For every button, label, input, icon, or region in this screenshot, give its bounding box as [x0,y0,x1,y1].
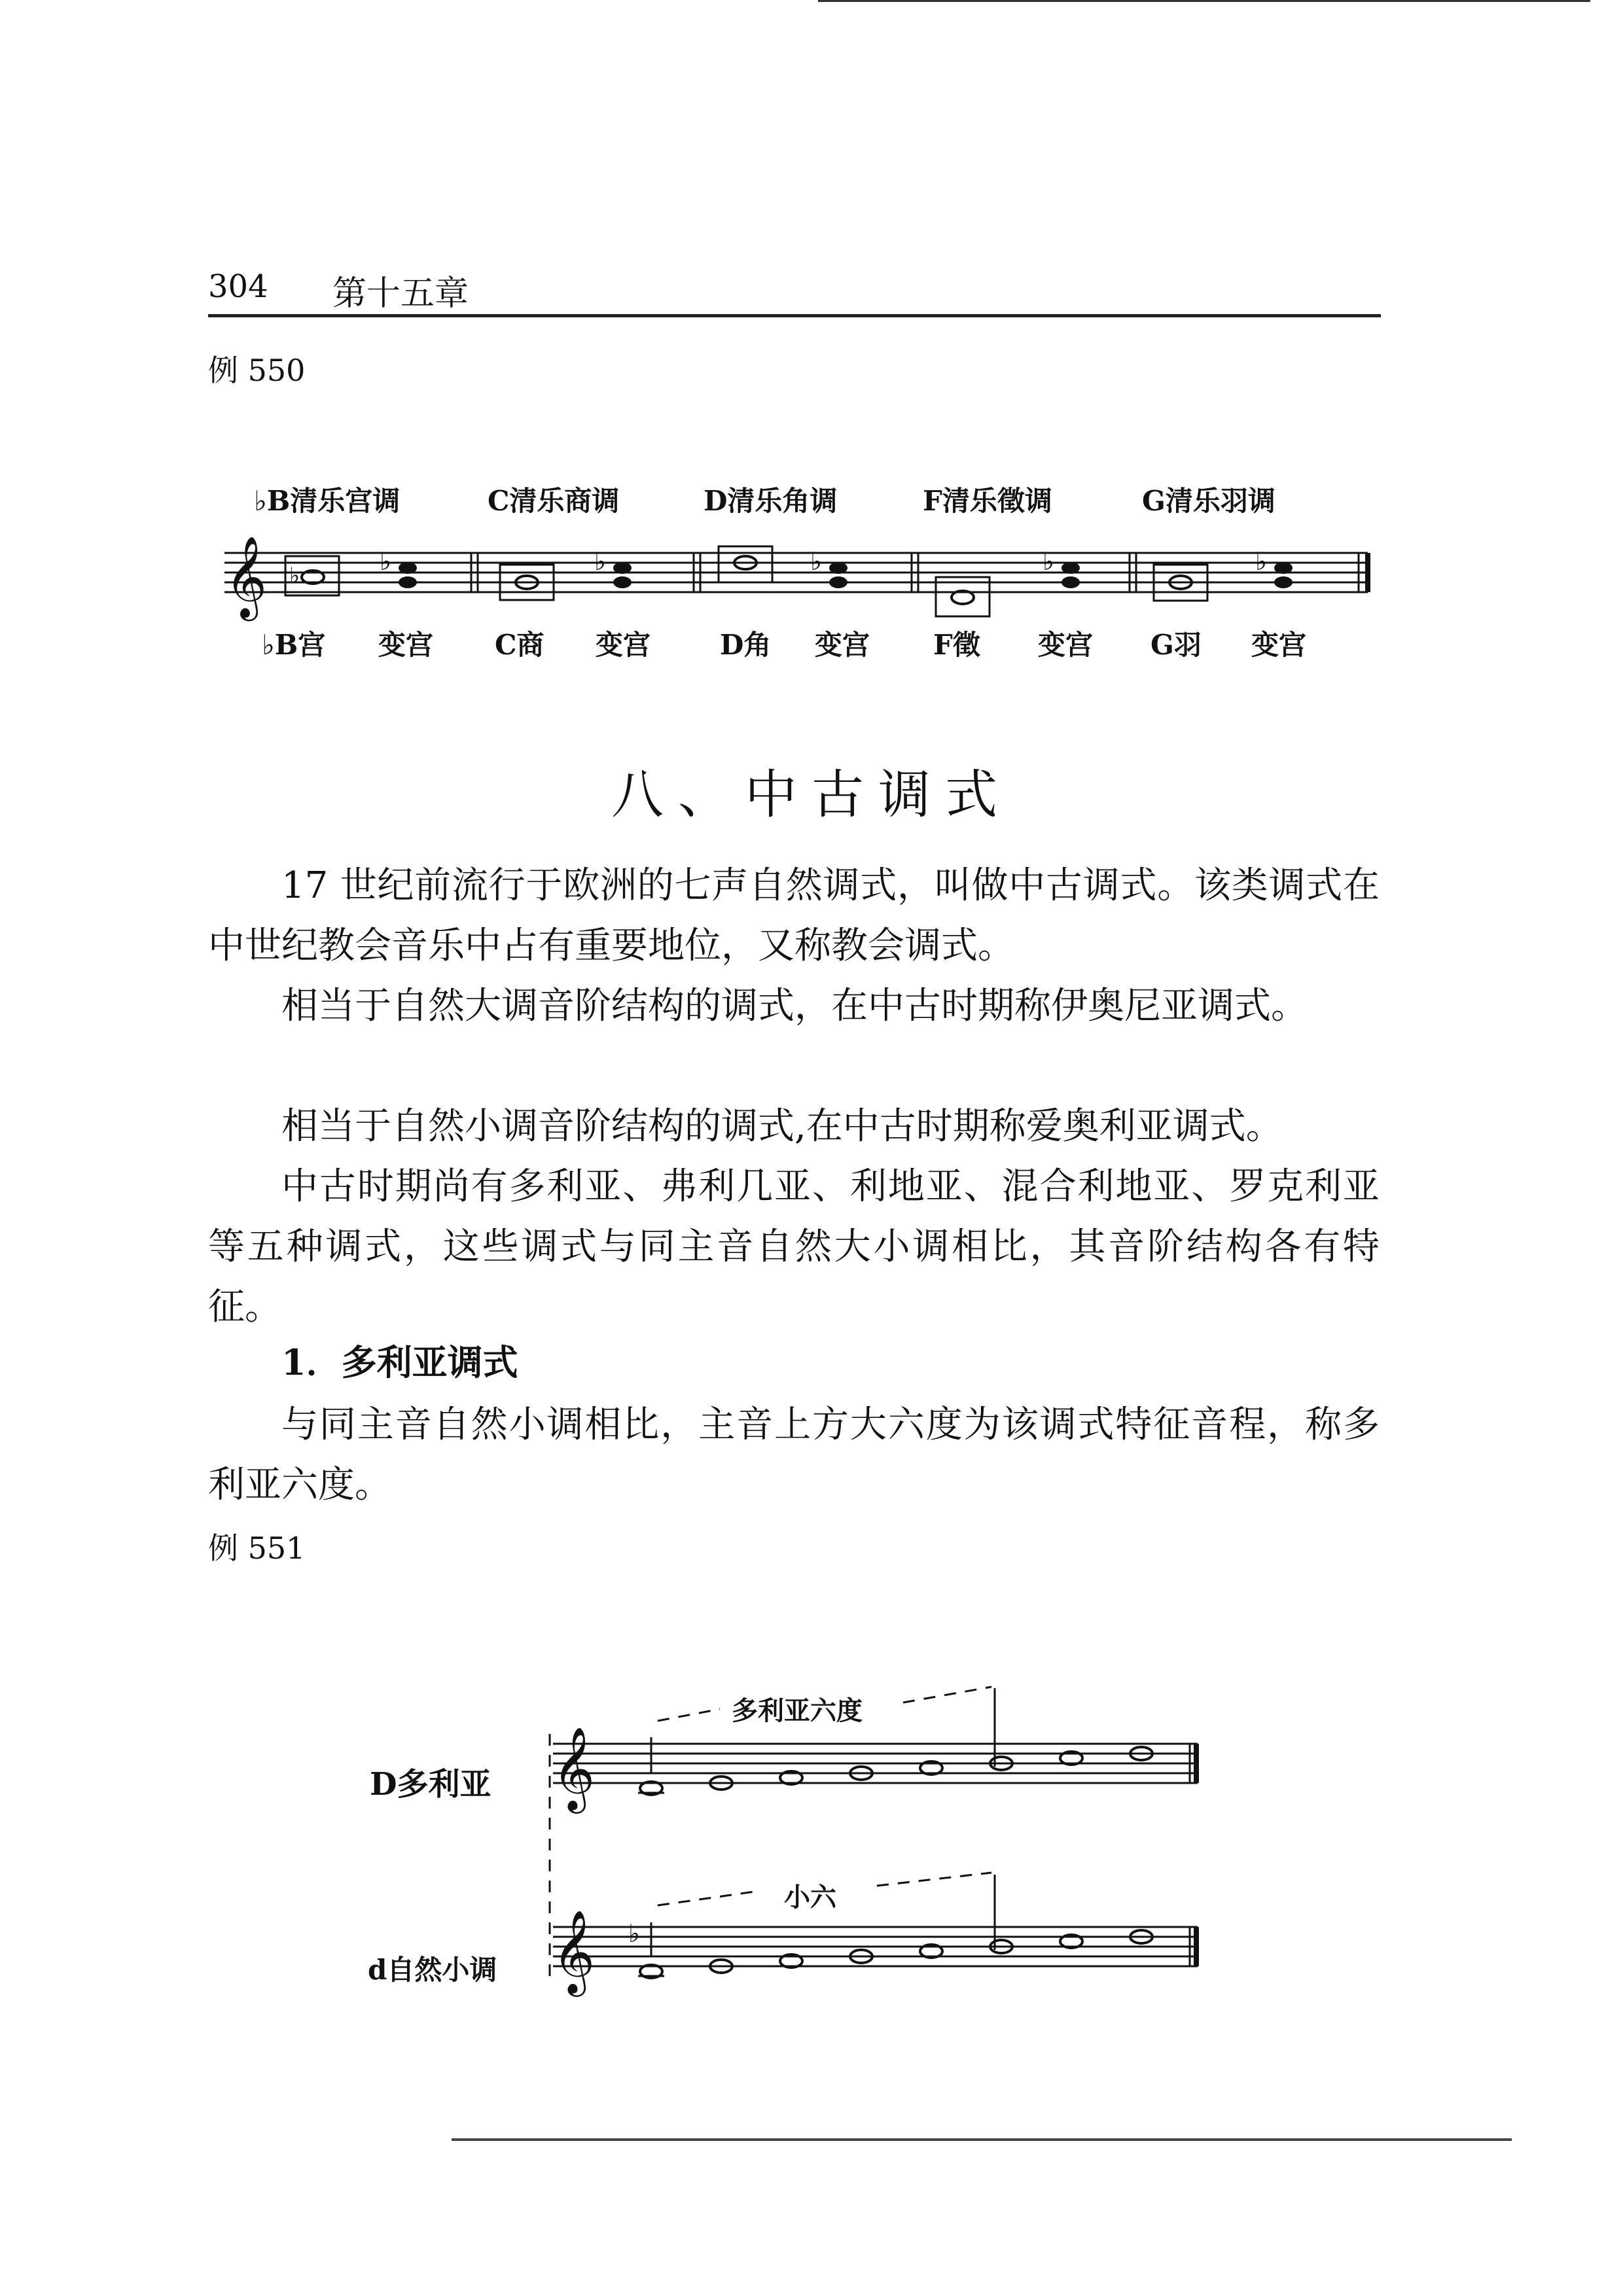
ex550-bottom-label: D角 [720,629,772,661]
top-edge-rule [818,0,1590,2]
paragraph-1: 17 世纪前流行于欧洲的七声自然调式，叫做中古调式。该类调式在中世纪教会音乐中占有重要地位，又称教会调式。 [208,864,1380,967]
svg-text:♭: ♭ [380,547,391,576]
subsection-title: 1．多利亚调式 [281,1341,518,1383]
ex550-top-label: F清乐徵调 [923,485,1052,517]
ex551-staff-name: D多利亚 [370,1766,491,1803]
page-header [208,262,1381,317]
ex551-interval-label: 多利亚六度 [732,1695,863,1726]
treble-clef-icon: 𝄞 [552,1909,596,1993]
ex550-staff [208,523,1380,622]
example-550-label: 例 550 [208,353,306,388]
svg-text:♭: ♭ [594,547,606,576]
paragraph-4: 中古时期尚有多利亚、弗利几亚、利地亚、混合利地亚、罗克利亚等五种调式，这些调式与同主音自然大小调相比，其音阶结构各有特征。 [208,1165,1380,1328]
paragraph-2: 相当于自然大调音阶结构的调式，在中古时期称伊奥尼亚调式。 [281,985,1308,1027]
ex550-top-label: D清乐角调 [704,485,838,517]
svg-text:♭: ♭ [628,1919,640,1948]
ex550-bottom-label: 变宫 [1038,629,1094,661]
svg-text:♭: ♭ [1255,547,1267,576]
page-number: 304 [208,268,268,305]
ex550-top-label: ♭B清乐宫调 [254,485,401,517]
ex550-bottom-label: G羽 [1150,629,1202,661]
treble-clef-icon: 𝄞 [225,536,267,618]
svg-text:♭: ♭ [810,547,822,576]
paragraph-3: 相当于自然小调音阶结构的调式,在中古时期称爱奥利亚调式。 [281,1105,1283,1148]
svg-text:♭: ♭ [1043,547,1054,576]
ex550-bottom-label: 变宫 [596,629,651,661]
ex550-bottom-label: ♭B宫 [262,629,326,661]
svg-text:♭: ♭ [289,563,300,589]
ex550-bottom-label: C商 [495,629,544,661]
section-heading: 八、中古调式 [611,764,1012,825]
chapter-title: 第十五章 [332,274,469,313]
ex550-bottom-label: 变宫 [378,629,434,661]
ex550-bottom-label: 变宫 [815,629,870,661]
ex550-bottom-label: 变宫 [1251,629,1307,661]
ex550-bottom-label: F徵 [933,629,980,661]
ex550-top-label: C清乐商调 [488,485,620,517]
subsection-paragraph: 与同主音自然小调相比，主音上方大六度为该调式特征音程，称多利亚六度。 [208,1404,1380,1506]
ex551-interval-label: 小六 [784,1882,836,1913]
treble-clef-icon: 𝄞 [552,1726,596,1810]
ex550-top-label: G清乐羽调 [1142,485,1275,517]
bottom-rule [452,2138,1512,2141]
example-551-label: 例 551 [208,1530,306,1566]
ex551-staves [537,1675,1224,2028]
ex551-staff-name: d自然小调 [368,1954,497,1986]
